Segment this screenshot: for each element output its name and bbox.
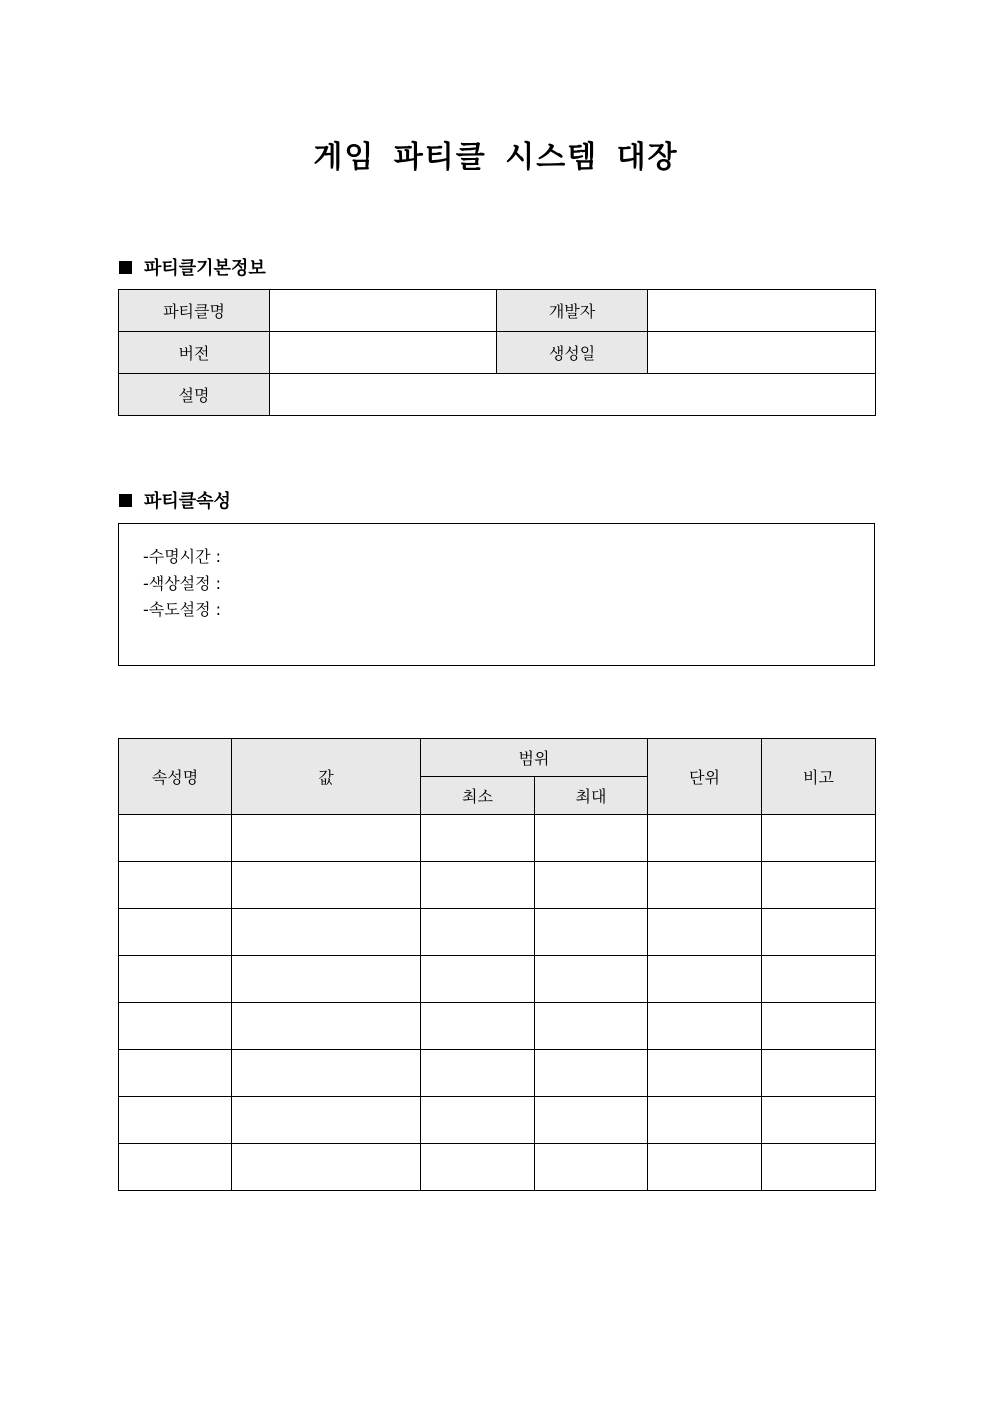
table-cell[interactable] bbox=[648, 956, 762, 1003]
table-cell[interactable] bbox=[421, 1097, 535, 1144]
table-cell[interactable] bbox=[762, 956, 876, 1003]
table-row bbox=[119, 332, 876, 374]
header-note: 비고 bbox=[762, 739, 876, 815]
table-cell[interactable] bbox=[762, 909, 876, 956]
table-cell[interactable] bbox=[119, 1144, 232, 1191]
table-cell[interactable] bbox=[535, 1003, 648, 1050]
table-cell[interactable] bbox=[762, 1050, 876, 1097]
table-cell[interactable] bbox=[648, 815, 762, 862]
color-setting-line: -색상설정 : bbox=[143, 573, 222, 593]
table-cell[interactable] bbox=[421, 1144, 535, 1191]
table-row bbox=[119, 1144, 876, 1191]
table-cell[interactable] bbox=[119, 1097, 232, 1144]
table-cell[interactable] bbox=[648, 1097, 762, 1144]
table-cell[interactable] bbox=[232, 1050, 421, 1097]
developer-field[interactable] bbox=[648, 290, 876, 332]
version-label: 버전 bbox=[119, 332, 270, 374]
table-cell[interactable] bbox=[762, 1003, 876, 1050]
table-cell[interactable] bbox=[762, 815, 876, 862]
description-label: 설명 bbox=[119, 374, 270, 416]
attributes-box[interactable] bbox=[118, 523, 875, 666]
table-cell[interactable] bbox=[535, 1144, 648, 1191]
table-cell[interactable] bbox=[232, 956, 421, 1003]
table-cell[interactable] bbox=[535, 1050, 648, 1097]
table-cell[interactable] bbox=[119, 956, 232, 1003]
table-row bbox=[119, 862, 876, 909]
table-cell[interactable] bbox=[421, 1003, 535, 1050]
table-cell[interactable] bbox=[648, 1144, 762, 1191]
table-row bbox=[119, 1097, 876, 1144]
table-cell[interactable] bbox=[232, 815, 421, 862]
table-cell[interactable] bbox=[535, 815, 648, 862]
table-row bbox=[119, 815, 876, 862]
basic-info-table bbox=[118, 289, 876, 416]
table-cell[interactable] bbox=[119, 909, 232, 956]
developer-label: 개발자 bbox=[497, 290, 648, 332]
created-date-label: 생성일 bbox=[497, 332, 648, 374]
section-heading-basic-info bbox=[119, 254, 266, 280]
particle-name-field[interactable] bbox=[270, 290, 497, 332]
header-max: 최대 bbox=[535, 777, 648, 815]
table-cell[interactable] bbox=[648, 909, 762, 956]
section-heading-attributes bbox=[119, 487, 231, 513]
attributes-lines bbox=[143, 544, 221, 624]
header-value: 값 bbox=[232, 739, 421, 815]
table-cell[interactable] bbox=[232, 909, 421, 956]
header-row bbox=[119, 739, 876, 777]
version-field[interactable] bbox=[270, 332, 497, 374]
table-row bbox=[119, 374, 876, 416]
description-field[interactable] bbox=[270, 374, 876, 416]
table-cell[interactable] bbox=[119, 815, 232, 862]
table-cell[interactable] bbox=[421, 956, 535, 1003]
table-cell[interactable] bbox=[421, 909, 535, 956]
table-cell[interactable] bbox=[119, 1050, 232, 1097]
header-property-name: 속성명 bbox=[119, 739, 232, 815]
page-title: 게임 파티클 시스템 대장 bbox=[313, 140, 679, 175]
table-cell[interactable] bbox=[119, 862, 232, 909]
table-cell[interactable] bbox=[232, 1144, 421, 1191]
speed-setting-line: -속도설정 : bbox=[143, 600, 222, 619]
table-cell[interactable] bbox=[535, 1097, 648, 1144]
table-cell[interactable] bbox=[421, 1050, 535, 1097]
table-cell[interactable] bbox=[119, 1003, 232, 1050]
table-row bbox=[119, 956, 876, 1003]
header-min: 최소 bbox=[421, 777, 535, 815]
table-cell[interactable] bbox=[232, 1097, 421, 1144]
section-heading-label: 파티클기본정보 bbox=[144, 258, 266, 279]
table-cell[interactable] bbox=[762, 1144, 876, 1191]
table-row bbox=[119, 290, 876, 332]
table-cell[interactable] bbox=[648, 1050, 762, 1097]
header-unit: 단위 bbox=[648, 739, 762, 815]
table-row bbox=[119, 909, 876, 956]
table-cell[interactable] bbox=[421, 862, 535, 909]
square-bullet-icon bbox=[119, 494, 132, 507]
table-row bbox=[119, 1003, 876, 1050]
table-row bbox=[119, 1050, 876, 1097]
table-cell[interactable] bbox=[648, 862, 762, 909]
table-cell[interactable] bbox=[762, 862, 876, 909]
property-table bbox=[118, 738, 876, 1191]
table-cell[interactable] bbox=[535, 956, 648, 1003]
created-date-field[interactable] bbox=[648, 332, 876, 374]
table-cell[interactable] bbox=[648, 1003, 762, 1050]
table-cell[interactable] bbox=[535, 909, 648, 956]
header-range: 범위 bbox=[421, 739, 648, 777]
table-cell[interactable] bbox=[232, 1003, 421, 1050]
table-cell[interactable] bbox=[421, 815, 535, 862]
table-cell[interactable] bbox=[762, 1097, 876, 1144]
lifetime-line: -수명시간 : bbox=[143, 547, 222, 566]
square-bullet-icon bbox=[119, 261, 132, 274]
table-cell[interactable] bbox=[232, 862, 421, 909]
particle-name-label: 파티클명 bbox=[119, 290, 270, 332]
section-heading-label: 파티클속성 bbox=[144, 491, 231, 512]
table-cell[interactable] bbox=[535, 862, 648, 909]
